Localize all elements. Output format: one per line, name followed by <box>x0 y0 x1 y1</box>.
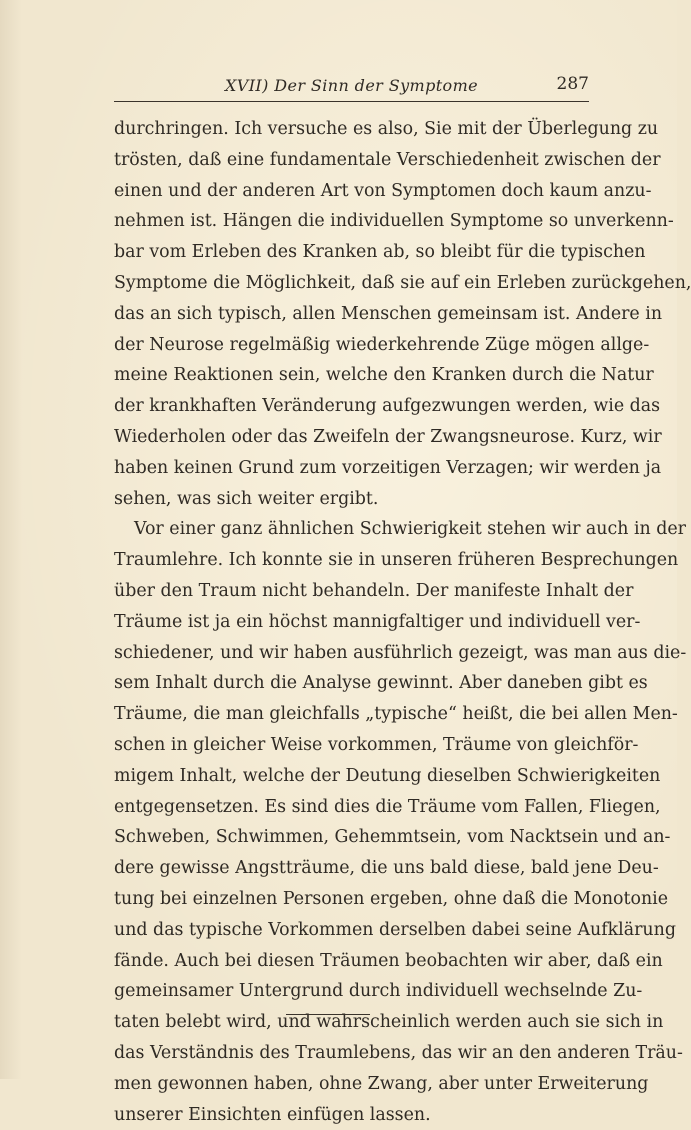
text-line: der Neurose regelmäßig wiederkehrende Züge mögen allge- <box>114 330 589 361</box>
text-line: migem Inhalt, welche der Deutung dieselben Schwierigkeiten <box>114 761 589 792</box>
text-line: Traumlehre. Ich konnte sie in unseren früheren Besprechungen <box>114 545 589 576</box>
text-line: taten belebt wird, und wahrscheinlich werden auch sie sich in <box>114 1007 589 1038</box>
text-line: einen und der anderen Art von Symptomen doch kaum anzu- <box>114 176 589 207</box>
text-line: meine Reaktionen sein, welche den Kranken durch die Natur <box>114 360 589 391</box>
text-line: tung bei einzelnen Personen ergeben, ohne daß die Monotonie <box>114 884 589 915</box>
text-line: nehmen ist. Hängen die individuellen Symptome so unverkenn- <box>114 206 589 237</box>
text-line: sehen, was sich weiter ergibt. <box>114 484 589 515</box>
text-line: dere gewisse Angstträume, die uns bald diese, bald jene Deu- <box>114 853 589 884</box>
running-head <box>114 70 589 100</box>
text-line: haben keinen Grund zum vorzeitigen Verzagen; wir werden ja <box>114 453 589 484</box>
text-line: über den Traum nicht behandeln. Der manifeste Inhalt der <box>114 576 589 607</box>
body-text <box>114 114 589 1130</box>
text-line: das an sich typisch, allen Menschen gemeinsam ist. Andere in <box>114 299 589 330</box>
text-line: schen in gleicher Weise vorkommen, Träume von gleichför- <box>114 730 589 761</box>
text-line: Vor einer ganz ähnlichen Schwierigkeit stehen wir auch in der <box>114 514 589 545</box>
text-line: Symptome die Möglichkeit, daß sie auf ein Erleben zurückgehen, <box>114 268 589 299</box>
text-line: gemeinsamer Untergrund durch individuell wechselnde Zu- <box>114 976 589 1007</box>
text-line: Wiederholen oder das Zweifeln der Zwangsneurose. Kurz, wir <box>114 422 589 453</box>
text-line: das Verständnis des Traumlebens, das wir an den anderen Träu- <box>114 1038 589 1069</box>
text-line: der krankhaften Veränderung aufgezwungen werden, wie das <box>114 391 589 422</box>
text-line: fände. Auch bei diesen Träumen beobachten wir aber, daß ein <box>114 946 589 977</box>
header-rule <box>114 101 589 102</box>
text-line: unserer Einsichten einfügen lassen. <box>114 1100 589 1130</box>
text-line: sem Inhalt durch die Analyse gewinnt. Aber daneben gibt es <box>114 668 589 699</box>
page-number: 287 <box>557 74 589 94</box>
text-line: entgegensetzen. Es sind dies die Träume vom Fallen, Fliegen, <box>114 792 589 823</box>
text-line: schiedener, und wir haben ausführlich gezeigt, was man aus die- <box>114 638 589 669</box>
text-line: Schweben, Schwimmen, Gehemmtsein, vom Nacktsein und an- <box>114 822 589 853</box>
text-line: trösten, daß eine fundamentale Verschiedenheit zwischen der <box>114 145 589 176</box>
text-line: men gewonnen haben, ohne Zwang, aber unter Erweiterung <box>114 1069 589 1100</box>
text-line: Träume ist ja ein höchst mannigfaltiger und individuell ver- <box>114 607 589 638</box>
chapter-running-title: XVII) Der Sinn der Symptome <box>114 76 589 95</box>
text-line: Träume, die man gleichfalls „typische“ heißt, die bei allen Men- <box>114 699 589 730</box>
text-line: durchringen. Ich versuche es also, Sie mit der Überlegung zu <box>114 114 589 145</box>
text-line: und das typische Vorkommen derselben dabei seine Aufklärung <box>114 915 589 946</box>
section-end-rule <box>286 1014 370 1015</box>
text-line: bar vom Erleben des Kranken ab, so bleibt für die typischen <box>114 237 589 268</box>
